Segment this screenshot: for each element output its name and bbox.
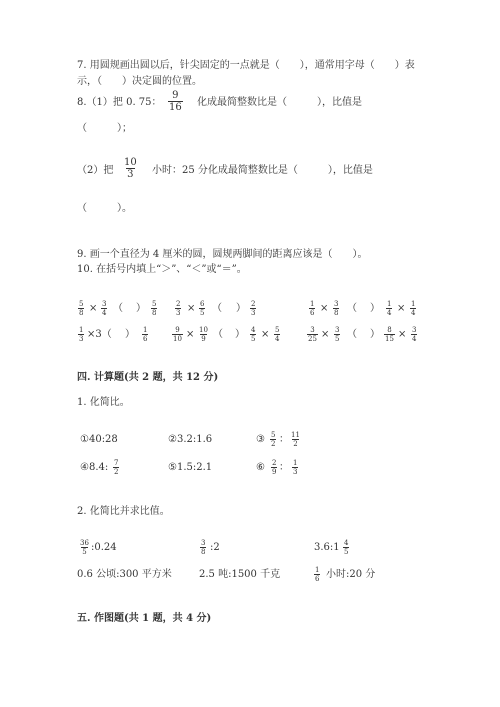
section-5-title: 五. 作图题(共 1 题，共 4 分) — [77, 613, 212, 624]
simplify-item-4-label: ④8.4: — [80, 462, 109, 473]
compare-r2-g3-d: $\frac{3}{4}$ — [412, 326, 417, 343]
times-sign: × — [187, 303, 196, 314]
q8-part2-fraction: $\frac{10}{3}$ — [124, 157, 137, 180]
q8-part1-fraction: $\frac{9}{16}$ — [169, 90, 182, 113]
compare-r1-g2-b: $\frac{6}{5}$ — [200, 300, 205, 317]
ratio-value-item-d: 0.6 公顷:300 平方米 — [77, 569, 172, 580]
ratio-value-item-a-fraction: $\frac{36}{5}$ — [80, 539, 89, 556]
times-sign: × — [261, 329, 270, 340]
q7-line1: 7. 用圆规画出圆以后，针尖固定的一点就是（ ），通常用字母（ ）表 — [77, 60, 415, 71]
simplify-item-4-fraction: $\frac{7}{2}$ — [114, 459, 119, 476]
section-4-title: 四. 计算题(共 2 题，共 12 分) — [77, 372, 219, 383]
times-three-open: ×3（ — [87, 329, 112, 340]
answer-blank-open: （ — [113, 303, 123, 314]
answer-blank-close: ） — [370, 303, 380, 314]
simplify-item-3-label: ③ — [256, 434, 265, 445]
ratio-value-item-f-fraction: $\frac{1}{6}$ — [315, 566, 320, 583]
simplify-item-3-a: $\frac{5}{2}$ — [271, 431, 276, 448]
answer-blank-open: （ — [212, 303, 222, 314]
ratio-value-item-c: 3.6:1 — [314, 542, 340, 553]
simplify-item-6-label: ⑥ — [256, 462, 265, 473]
ratio-value-item-e: 2.5 吨:1500 千克 — [199, 569, 281, 580]
compare-r1-g3-b: $\frac{3}{8}$ — [334, 300, 339, 317]
ratio-value-item-c-fraction: $\frac{4}{5}$ — [344, 539, 349, 556]
answer-blank-close: ） — [236, 303, 246, 314]
simplify-item-1: ①40:28 — [80, 434, 118, 445]
q8-part1-cont: （ ）； — [77, 123, 132, 134]
q8-part2-cont: （ ）。 — [77, 203, 132, 214]
simplify-item-5: ⑤1.5:2.1 — [168, 462, 213, 473]
section-4-q1: 1. 化简比。 — [77, 397, 130, 408]
times-sign: × — [89, 303, 98, 314]
compare-r2-g2-b: $\frac{10}{9}$ — [199, 326, 208, 343]
times-sign: × — [398, 329, 407, 340]
compare-r1-g1-c: $\frac{5}{8}$ — [152, 300, 157, 317]
compare-r1-g1-b: $\frac{3}{4}$ — [102, 300, 107, 317]
q8-part1-suffix: 化成最简整数比是（ ），比值是 — [197, 97, 362, 108]
answer-blank-open: （ — [347, 329, 357, 340]
ratio-colon: ： — [279, 434, 289, 445]
compare-r2-g2-d: $\frac{5}{4}$ — [275, 326, 280, 343]
q8-part1-prefix: 8.（1）把 0. 75： — [77, 97, 162, 108]
compare-r2-g1-a: $\frac{1}{3}$ — [79, 326, 84, 343]
ratio-colon: ： — [279, 462, 289, 473]
q8-part2-prefix: （2）把 — [77, 165, 114, 176]
compare-r2-g1-c: $\frac{1}{6}$ — [143, 326, 148, 343]
q10: 10. 在括号内填上“＞”、“＜”或“＝”。 — [77, 264, 247, 275]
times-sign: × — [397, 303, 406, 314]
answer-blank-open: （ — [213, 329, 223, 340]
compare-r1-g3-d: $\frac{1}{4}$ — [411, 300, 416, 317]
compare-r2-g3-c: $\frac{8}{15}$ — [385, 326, 394, 343]
simplify-item-6-b: $\frac{1}{3}$ — [293, 459, 298, 476]
ratio-value-item-b-fraction: $\frac{3}{8}$ — [201, 539, 206, 556]
q7-line2: 示，（ ）决定圆的位置。 — [77, 76, 202, 87]
compare-r2-g2-c: $\frac{4}{5}$ — [251, 326, 256, 343]
compare-r2-g3-a: $\frac{3}{25}$ — [308, 326, 317, 343]
times-sign: × — [321, 329, 330, 340]
simplify-item-6-a: $\frac{2}{9}$ — [272, 459, 277, 476]
section-4-q2: 2. 化简比并求比值。 — [77, 506, 170, 517]
simplify-item-2: ②3.2:1.6 — [168, 434, 213, 445]
ratio-value-item-f: 小时:20 分 — [326, 569, 376, 580]
answer-blank-open: （ — [347, 303, 357, 314]
times-sign: × — [320, 303, 329, 314]
simplify-item-3-b: $\frac{11}{2}$ — [291, 431, 300, 448]
answer-blank-close: ） — [125, 329, 135, 340]
compare-r1-g3-a: $\frac{1}{6}$ — [310, 300, 315, 317]
answer-blank-close: ） — [136, 303, 146, 314]
compare-r1-g2-c: $\frac{2}{3}$ — [251, 300, 256, 317]
compare-r2-g2-a: $\frac{9}{10}$ — [173, 326, 182, 343]
compare-r2-g3-b: $\frac{3}{5}$ — [335, 326, 340, 343]
answer-blank-close: ） — [235, 329, 245, 340]
compare-r1-g1-a: $\frac{5}{8}$ — [79, 300, 84, 317]
ratio-value-item-a: :0.24 — [91, 542, 117, 553]
q8-part2-suffix: 小时：25 分化成最简整数比是（ ），比值是 — [152, 165, 373, 176]
compare-r1-g3-c: $\frac{1}{4}$ — [387, 300, 392, 317]
q9: 9. 画一个直径为 4 厘米的圆，圆规两脚间的距离应该是（ ）。 — [77, 249, 368, 260]
answer-blank-close: ） — [370, 329, 380, 340]
compare-r1-g2-a: $\frac{2}{3}$ — [176, 300, 181, 317]
times-sign: × — [186, 329, 195, 340]
ratio-value-item-b: :2 — [210, 542, 220, 553]
